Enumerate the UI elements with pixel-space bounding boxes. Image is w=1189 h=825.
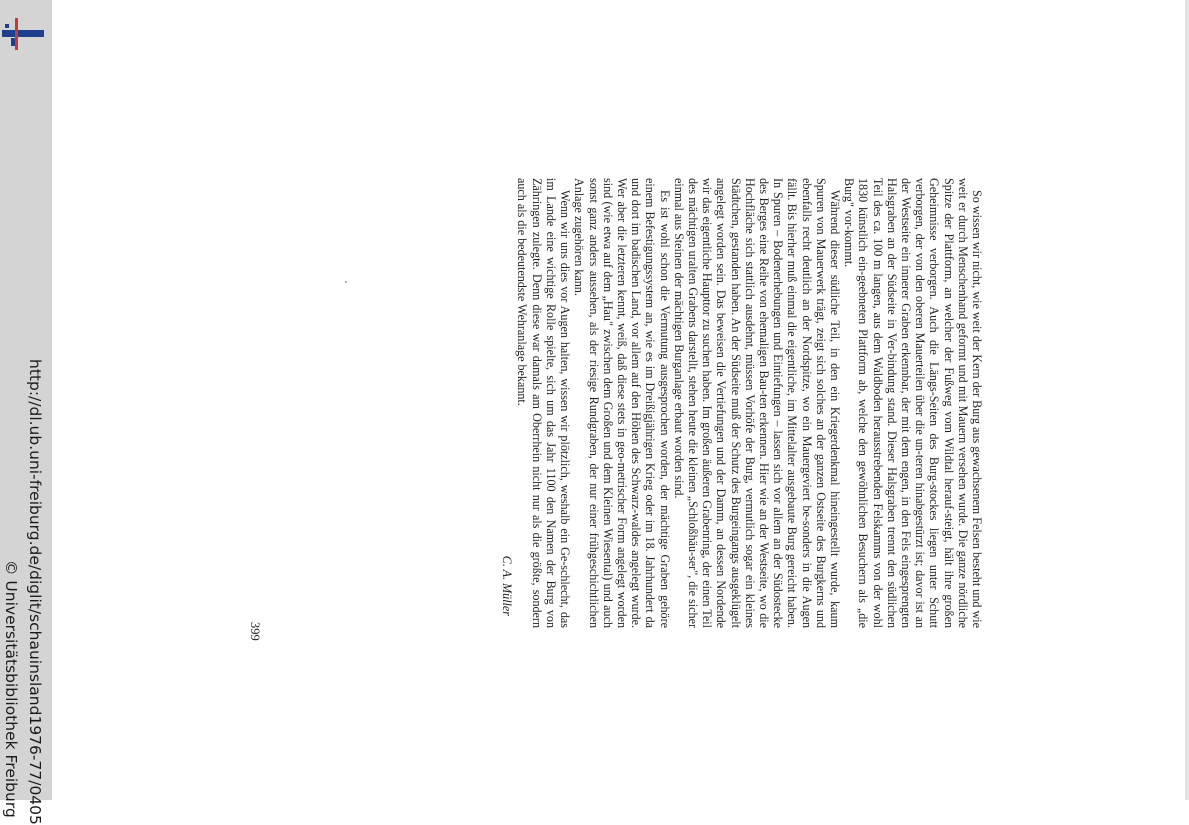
document-body xyxy=(500,178,984,628)
copyright-notice: © Universitätsbibliothek Freiburg xyxy=(2,560,20,818)
scan-speck xyxy=(345,281,347,283)
paragraph: Wenn wir uns dies vor Augen halten, wissen wir plötzlich, weshalb ein Ge-schlecht, das im Lande eine wichtige Rolle spielte, sich um das Jahr 1100 den Namen der Burg von Zähringen zulegte. Denn diese war damals am Oberrhein nicht nur als die größte, sondern auch als die bedeutendste Wehranlage bekannt. xyxy=(515,178,573,628)
viewer-sidebar xyxy=(0,0,52,825)
paragraph: Während dieser südliche Teil, in den ein Kriegerdenkmal hineingestellt wurde, kaum Spuren von Mauerwerk trägt, zeigt sich solches an der ganzen Ostseite des Burgkerns und ebenfalls recht deutlich an der Nordspitze, wo ein Mauergeviert be-sonders in die Augen fällt. Bis hierher muß einmal die eigentliche, im Mittelalter ausgebaute Burg gereicht haben. In Spuren – Bodenerhebungen und Eintiefungen – lassen sich vor allem an der Südostecke des Berges eine Reihe von ehemaligen Bau-ten erkennen. Hier wie an der Westseite, wo die Hochfläche sich stattlich ausdehnt, müssen Vorhöfe der Burg, vermutlich sogar ein kleines Städtchen, gestanden haben. An der Südseite muß der Schutz des Burgeingangs ausgeklügelt angelegt worden sein. Das beweisen die Vertiefungen und der Damm, an dessen Nordende wir das eigentliche Haupttor zu suchen haben. Im großen äußeren Grabenring, der einen Teil des mächtigen uralten Grabens darstellt, stehen heute die kleinen „Schloßhäu-ser", die sicher einmal aus Steinen der mächtigen Burganlage erbaut worden sind. xyxy=(671,178,842,628)
author-signature: C. A. Müller xyxy=(500,555,515,616)
scrollbar-track[interactable] xyxy=(1185,0,1189,800)
page-number: 399 xyxy=(248,622,262,641)
paragraph: So wissen wir nicht, wie weit der Kern der Burg aus gewachsenem Felsen besteht und wie weit er durch Menschenhand geformt und mit Mauern versehen wurde. Die ganze nördliche Spitze der Plattform, an welcher der Fußweg vom Wildtal herauf-steigt, hält ihre großen Geheimnisse verborgen. Auch die Längs-Seiten des Burg-stockes liegen unter Schutt verborgen, der von den oberen Mauerteilen über die un-teren hinabgestürzt ist; davor ist an der Westseite ein innerer Graben erkennbar, der mit dem engen, in den Fels eingesprengten Halsgraben an der Südseite in Ver-bindung stand. Dieser Halsgraben trennt den südlichen Teil des ca. 100 m langen, aus dem Waldboden herausstrebenden Felskamms von der wohl 1830 künstlich ein-geebneten Plattform ab, welche den gewöhnlichen Besuchern als „die Burg" vor-kommt. xyxy=(842,178,984,628)
library-logo-icon xyxy=(2,10,44,50)
paragraph: Es ist wohl schon die Vermutung ausgesprochen worden, der mächtige Graben gehöre einem Befestigungssystem an, wie es im Dreißigjährigen Krieg oder im 18. Jahrhundert da und dort im badischen Land, vor allem auf den Höhen des Schwarz-waldes angelegt wurde. Wer aber die letzteren kennt, weiß, daß diese stets in geo-metrischer Form angelegt worden sind (wie etwa auf dem „Hau" zwischen dem Großen und dem Kleinen Wiesental) und auch sonst ganz anders aussehen, als der riesige Rundgraben, der nur einer frühgeschichtlichen Anlage zugehören kann. xyxy=(572,178,672,628)
source-url[interactable]: http://dl.ub.uni-freiburg.de/diglit/schauinsland1976-77/0405 xyxy=(26,359,44,825)
